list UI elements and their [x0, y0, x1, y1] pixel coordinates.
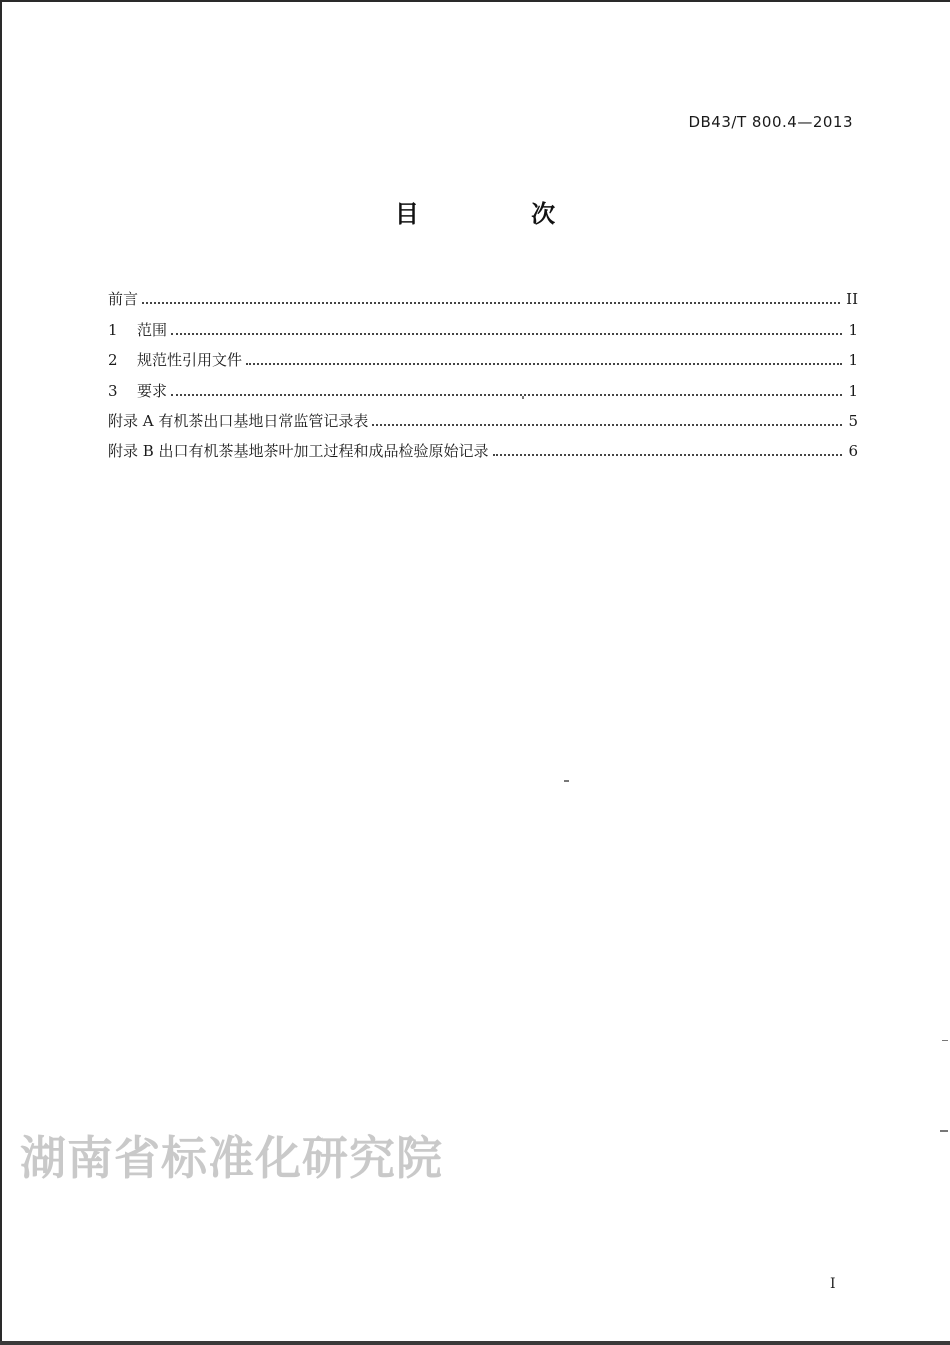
toc-entry-scope[interactable]	[108, 309, 858, 339]
toc-entry-label: 要求	[137, 381, 168, 400]
toc-entry-normative-references[interactable]	[108, 340, 858, 370]
scan-speck	[522, 396, 524, 399]
toc-entry-label: 附录 B 出口有机茶基地茶叶加工过程和成品检验原始记录	[108, 442, 489, 461]
toc-entry-label: 规范性引用文件	[137, 351, 243, 370]
toc-entry-page: 1	[848, 351, 858, 370]
toc-entry-appendix-b[interactable]	[108, 431, 858, 461]
toc-entry-number: 1	[108, 320, 118, 339]
toc-entry-page: 1	[848, 320, 858, 339]
toc-entry-number: 3	[108, 381, 118, 400]
toc-entry-foreword[interactable]	[108, 279, 858, 309]
toc-entry-page: II	[846, 290, 858, 309]
table-of-contents	[108, 279, 858, 461]
page-title: 目 次	[394, 200, 608, 228]
toc-entry-label: 附录 A 有机茶出口基地日常监管记录表	[108, 411, 369, 430]
toc-dot-leader	[372, 423, 842, 426]
scan-speck	[942, 1040, 948, 1041]
watermark: 湖南省标准化研究院	[20, 1131, 443, 1185]
toc-dot-leader	[171, 393, 842, 396]
toc-dot-leader	[142, 301, 840, 304]
toc-entry-requirements[interactable]	[108, 370, 858, 400]
toc-dot-leader	[493, 453, 842, 456]
toc-entry-appendix-a[interactable]	[108, 401, 858, 431]
scan-speck	[564, 780, 569, 782]
toc-entry-number: 2	[108, 351, 118, 370]
scan-speck	[940, 1130, 948, 1132]
toc-entry-page: 6	[848, 442, 858, 461]
toc-dot-leader	[246, 362, 842, 365]
page-border-top	[0, 0, 950, 2]
page-border-bottom	[0, 1341, 950, 1345]
page-number: I	[830, 1276, 836, 1292]
toc-entry-page: 5	[848, 411, 858, 430]
standard-code: DB43/T 800.4—2013	[688, 113, 853, 131]
toc-dot-leader	[171, 332, 842, 335]
toc-entry-label: 范围	[137, 320, 168, 339]
toc-entry-page: 1	[848, 381, 858, 400]
toc-entry-label: 前言	[108, 290, 139, 309]
